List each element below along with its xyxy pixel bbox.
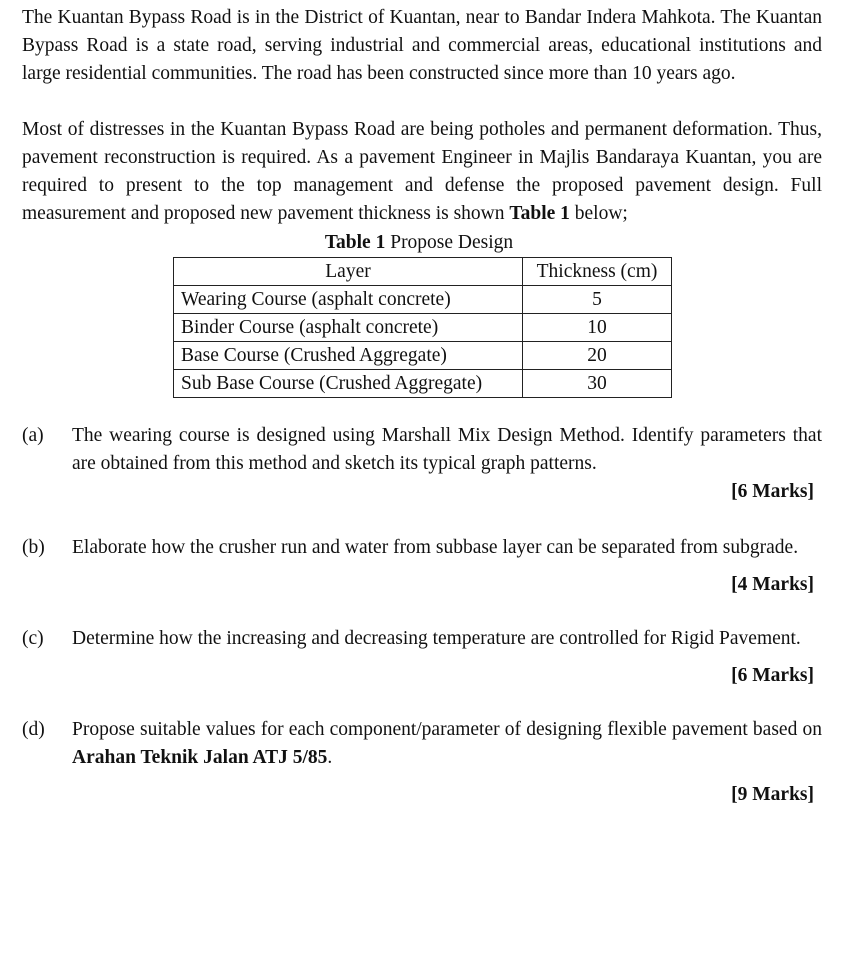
- question-b-marks: [4 Marks]: [731, 574, 814, 595]
- question-c-label: (c): [22, 628, 44, 649]
- table-caption-label: Table 1: [324, 232, 386, 253]
- question-a-label: (a): [22, 425, 44, 446]
- question-a-text: The wearing course is designed using Marshall Mix Design Method. Identify parameters that are obtained from this method and sketch its typical graph patterns.: [72, 425, 822, 474]
- table-row: [174, 314, 672, 342]
- layer-cell: Wearing Course (asphalt concrete): [174, 286, 523, 314]
- header-layer: Layer: [174, 258, 523, 286]
- table-row: [174, 286, 672, 314]
- layer-cell: Binder Course (asphalt concrete): [174, 314, 523, 342]
- question-c: [22, 625, 822, 690]
- question-c-text: Determine how the increasing and decreasing temperature are controlled for Rigid Pavement.: [72, 628, 801, 649]
- question-b-label: (b): [22, 537, 45, 558]
- document-page: [22, 4, 822, 809]
- question-a-marks: [6 Marks]: [731, 481, 814, 502]
- table-reference: Table 1: [509, 203, 570, 224]
- question-b: [22, 534, 822, 599]
- thickness-cell: 5: [523, 286, 672, 314]
- thickness-cell: 20: [523, 342, 672, 370]
- table-caption: [16, 230, 822, 256]
- distress-text-end: below;: [569, 203, 628, 224]
- layer-cell: Sub Base Course (Crushed Aggregate): [174, 370, 523, 398]
- pavement-design-table: [173, 257, 672, 398]
- question-d-reference: Arahan Teknik Jalan ATJ 5/85: [72, 747, 328, 768]
- thickness-cell: 10: [523, 314, 672, 342]
- question-d-marks: [9 Marks]: [731, 784, 814, 805]
- table-caption-text: Propose Design: [385, 232, 514, 253]
- header-thickness: Thickness (cm): [523, 258, 672, 286]
- table-row: [174, 342, 672, 370]
- question-a: [22, 422, 822, 506]
- question-b-text: Elaborate how the crusher run and water from subbase layer can be separated from subgrade.: [72, 537, 799, 558]
- question-d: [22, 716, 822, 809]
- question-d-text-start: Propose suitable values for each component/parameter of designing flexible pavement based on: [72, 719, 822, 740]
- layer-cell: Base Course (Crushed Aggregate): [174, 342, 523, 370]
- distress-paragraph: [22, 116, 822, 228]
- distress-text: Most of distresses in the Kuantan Bypass Road are being potholes and permanent deformation. Thus, pavement reconstruction is required. As a pavement Engineer in Majlis Bandaraya Kuantan, you are required to present to the top management and defense the proposed pavement design. Full measurement and proposed new pavement thickness is shown: [22, 119, 822, 224]
- table-header-row: [174, 258, 672, 286]
- thickness-cell: 30: [523, 370, 672, 398]
- table-row: [174, 370, 672, 398]
- question-c-marks: [6 Marks]: [731, 665, 814, 686]
- question-d-text: [72, 716, 822, 772]
- question-d-label: (d): [22, 719, 45, 740]
- intro-paragraph: The Kuantan Bypass Road is in the District of Kuantan, near to Bandar Indera Mahkota. The Kuantan Bypass Road is a state road, serving industrial and commercial areas, educational institutions and large residential communities. The road has been constructed since more than 10 years ago.: [22, 7, 822, 84]
- question-d-text-end: .: [327, 747, 333, 768]
